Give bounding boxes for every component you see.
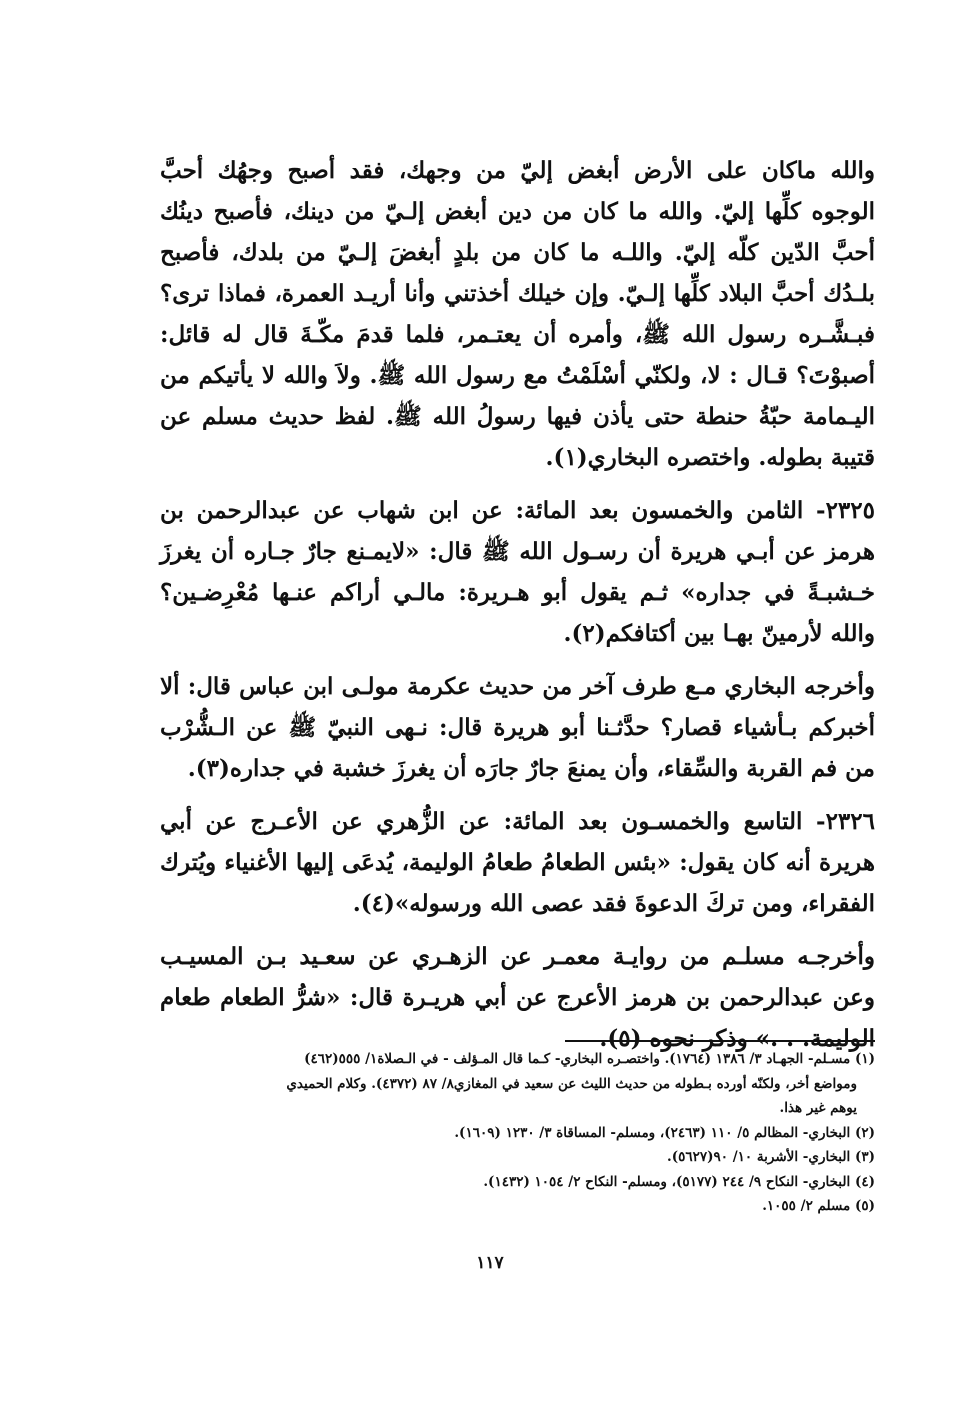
hadith-2326-text: عن الزُّهري عن الأعـرج عن أبي هريرة أنه كان يقول: «بئس الطعامُ طعامُ الوليمة، يُدعَى إليها الأغنياء ويُترك الفقراء، ومن تركَ الدعوةَ فقد عصى الله ورسوله»(٤).: [160, 808, 875, 917]
footnote-5: (٥) مسلم ٢/ ١٠٥٥.: [762, 1198, 875, 1214]
footnote-3: (٣) البخاري- الأشربة ١٠/ ٩٠(٥٦٢٧).: [667, 1149, 875, 1165]
paragraph-1: والله ماكان على الأرض أبغض إليّ من وجهك، فقد أصبح وجهُك أحبَّ الوجوه كلِّها إليّ. والله ما كان من دين أبغض إلـيّ من دينك، فأصبح دينُك أحبَّ الدّين كلّه إليّ. واللـه ما كان من بلدٍ أبغضَ إلـيّ من بلدك، فأصبح بلـدُك أحبَّ البلاد كلِّها إلـيّ. وإن خيلك أخذتني وأنا أريـد العمرة، فماذا ترى؟ فبـشَّـره رسول الله ﷺ، وأمره أن يعتـمر، فلما قدمَ مكّـةَ قال له قائل: أصبوْتَ؟ قـال : لا، ولكنّي أسْلَمْتُ مع رسول الله ﷺ. ولاَ والله لا يأتيكم من اليـمامة حبّةُ حنطة حتى يأذن فيها رسولُ الله ﷺ. لفظ حديث مسلم عن قتيبة بطوله. واختصره البخاري(١).: [160, 157, 875, 471]
hadith-2326-heading: ٢٣٢٦- التاسع والخمسـون بعد المائة:: [503, 808, 875, 835]
hadith-2325-heading: ٢٣٢٥- الثامن والخمسون بعد المائة:: [515, 497, 875, 524]
page-number: ١١٧: [476, 1253, 504, 1273]
footnotes: [145, 1047, 875, 1219]
footnote-2: (٢) البخاري- المظالم ٥/ ١١٠ (٢٤٦٣)، ومسلم- المساقاة ٣/ ١٢٣٠ (١٦٠٩).: [454, 1124, 875, 1141]
hadith-2326: [160, 801, 875, 924]
main-text: [160, 150, 875, 1071]
paragraph-5: وأخرجـه مسلـم من روايـة معمـر عن الزهـري عن سعـيد بـن المسيـب وعن عبدالرحمن بن هرمز الأعرج عن أبي هريـرة قال: «شرُّ الطعام طعام الوليمة. . .» وذكر نحوه (٥).: [160, 943, 875, 1052]
paragraph-3: وأخرجه البخاري مـع طرف آخر من حديث عكرمة مولـى ابن عباس قال: ألا أخبركم بـأشياء قصار؟ حدَّثـنا أبو هريرة قال: نـهى النبيّ ﷺ عن الـشُّرْب من فم القربة والسِّقاء، وأن يمنعَ جارٌ جارَه أن يغرزَ خشبة في جداره(٣).: [160, 673, 875, 782]
hadith-2325-text: عن ابن شهاب عن عبدالرحمن بن هرمز عن أبـي هريرة أن رسـول الله ﷺ قال: «لايمـنع جارٌ جـاره أن يغرزَ خـشبـةً في جداره» ثـم يقول أبو هـريرة: مالـي أراكم عنـها مُعْرِضـين؟ والله لأرمينّ بهـا بين أكتافكم(٢).: [160, 497, 875, 647]
footnote-1-continued-2: يوهم غير هذا.: [779, 1100, 857, 1116]
footnote-1-continued: ومواضع أخر، ولكنّه أورده بـطوله من حديث الليث عن سعيد في المغازي٨/ ٨٧ (٤٣٧٢). وكلام الحميدي: [286, 1075, 857, 1092]
footnote-4: (٤) البخاري- النكاح ٩/ ٢٤٤ (٥١٧٧)، ومسلم- النكاح ٢/ ١٠٥٤ (١٤٣٢).: [483, 1173, 875, 1190]
footnote-separator: [565, 1040, 875, 1042]
hadith-2325: [160, 490, 875, 654]
footnote-1: (١) مسـلم- الجهـاد ٣/ ١٣٨٦ (١٧٦٤). واختصـره البخاري- كـما قال المـؤلف - في الـصلاة١/ ٥٥٥(٤٦٢): [304, 1051, 875, 1067]
